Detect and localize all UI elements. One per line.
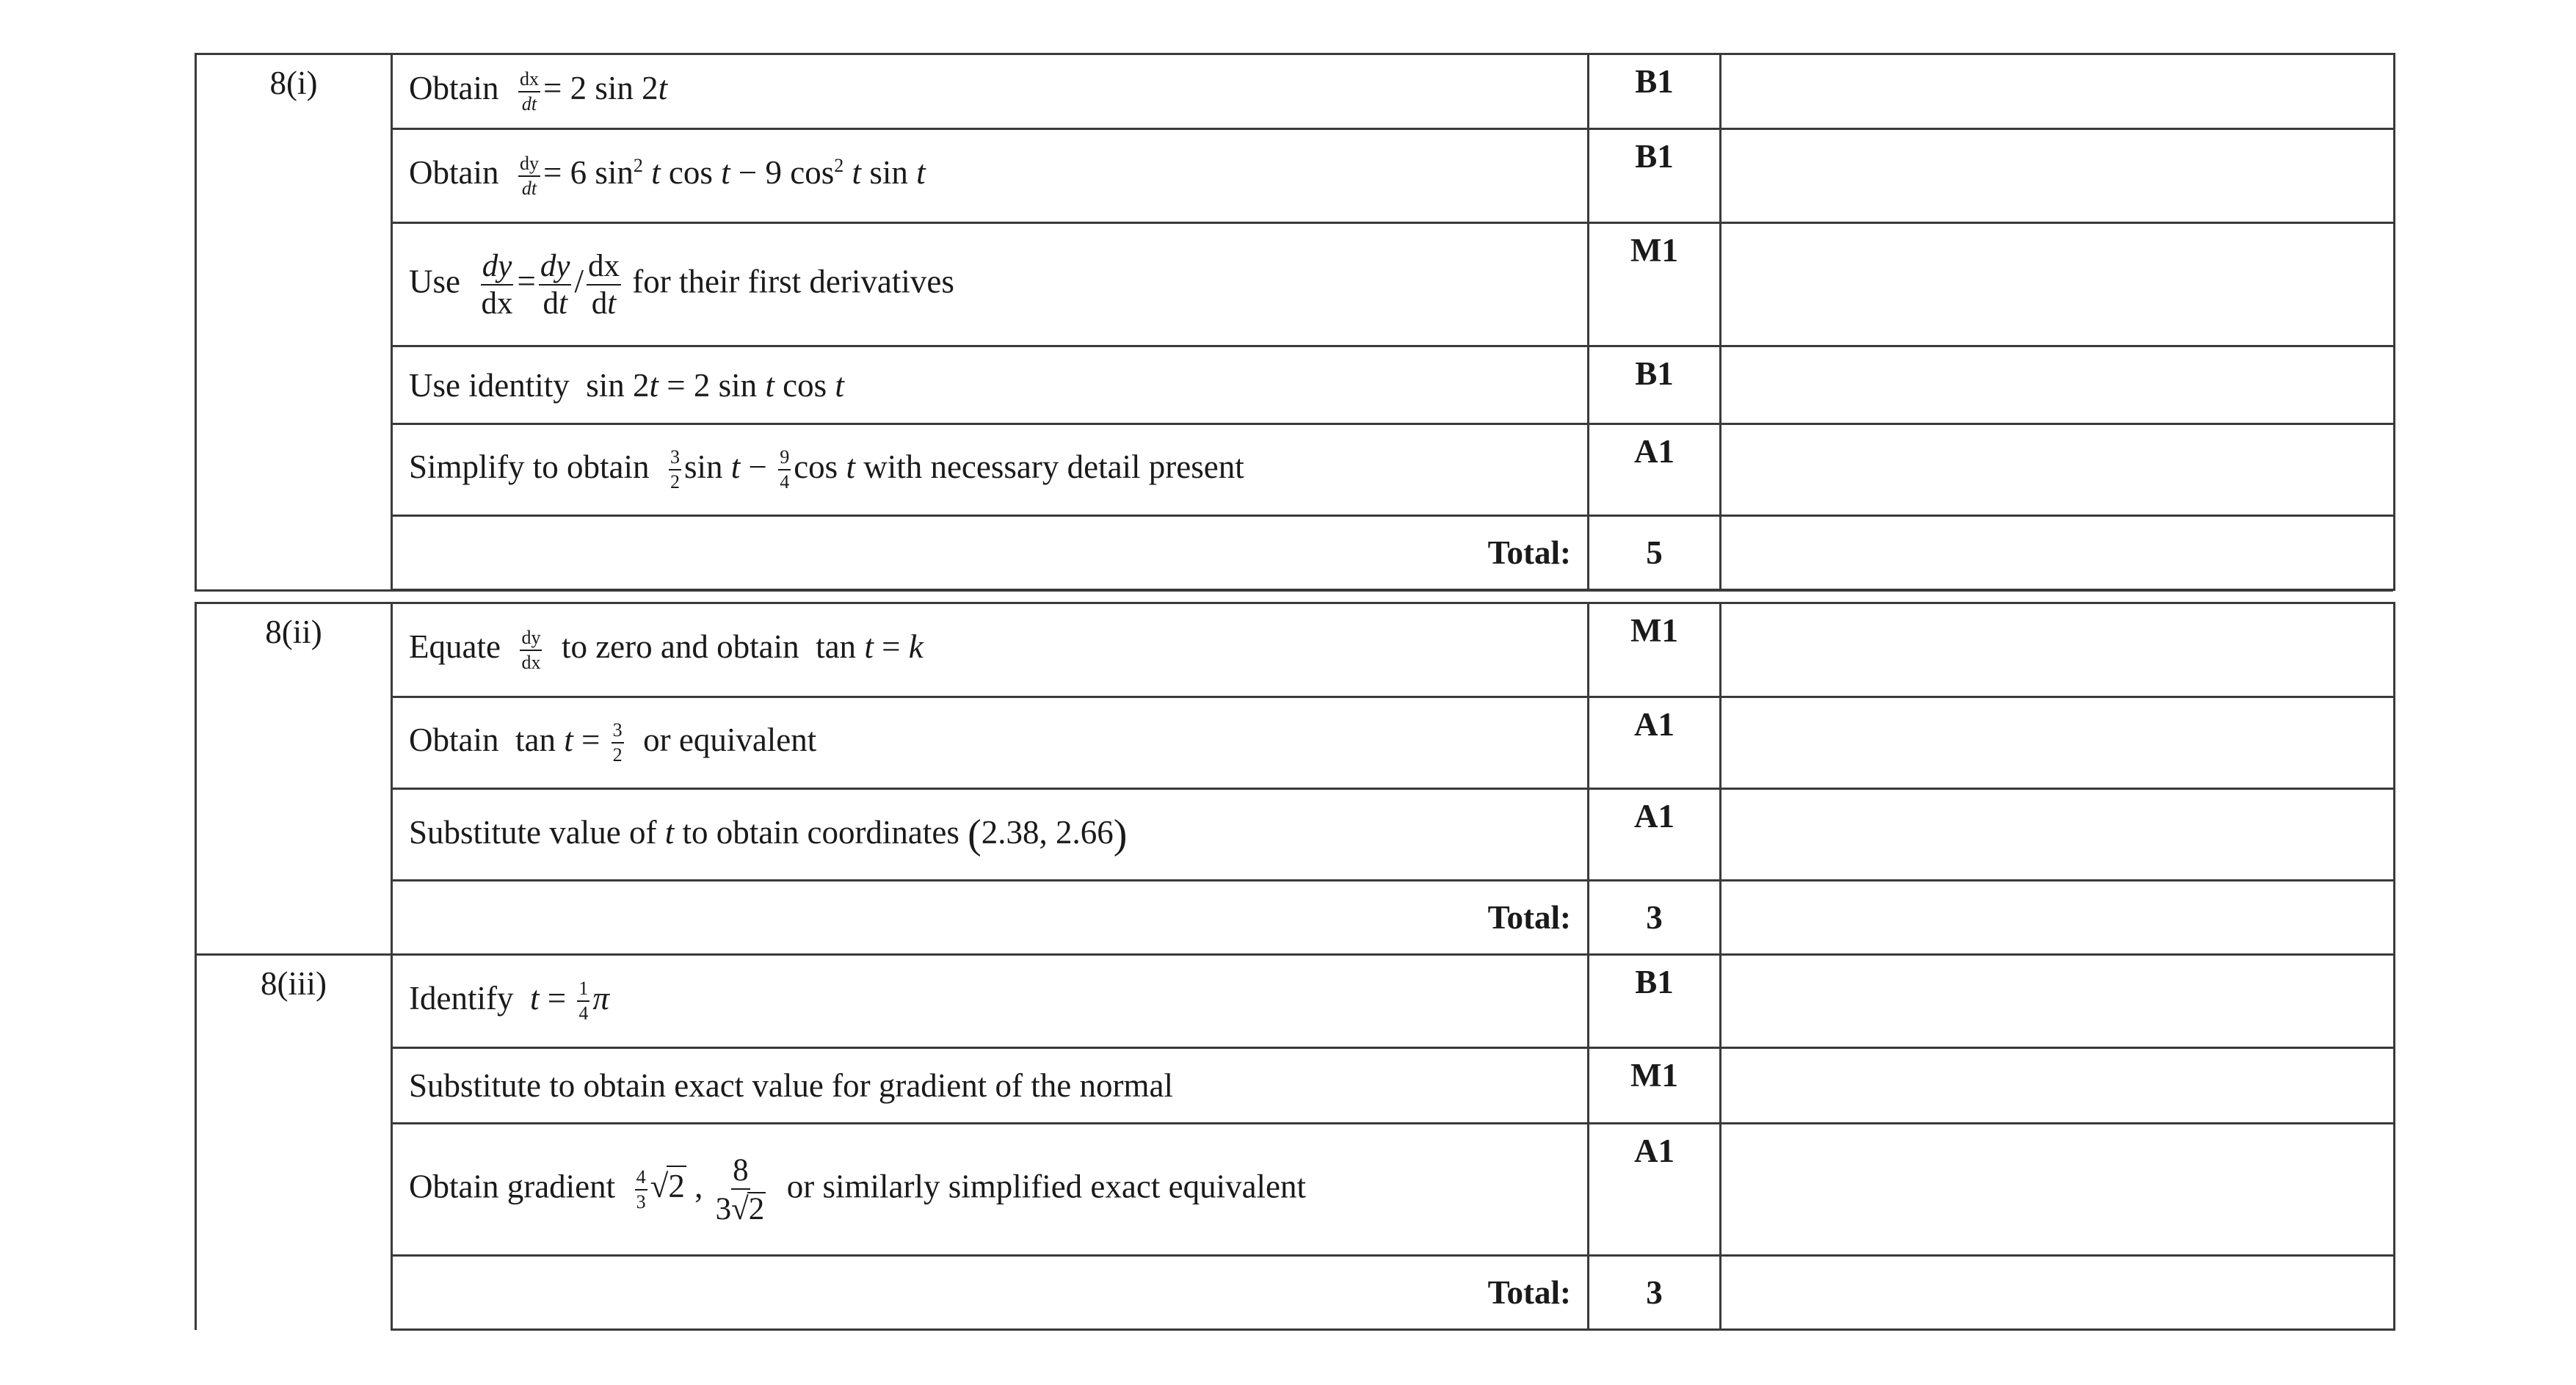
mark-cell: A1 [1589, 697, 1721, 789]
guidance-cell [1721, 955, 2395, 1048]
table-row [196, 1124, 2395, 1256]
guidance-cell [1721, 697, 2395, 789]
math-expression: $\frac{dx}{dt}$ = 2 sin 2t [519, 68, 668, 114]
question-number: 8(i) [196, 54, 392, 590]
math-expression: sin 2t = 2 sin t cos t [577, 366, 844, 404]
mark-cell: M1 [1589, 223, 1721, 346]
answer-cell [392, 697, 1589, 789]
answer-text: Use [409, 262, 460, 299]
answer-text: Use identity [409, 366, 570, 404]
total-label: Total: [392, 516, 1589, 590]
question-number: 8(ii) [196, 603, 392, 955]
table-row [196, 424, 2395, 516]
mark-scheme-table-8i [195, 53, 2395, 591]
answer-cell [392, 129, 1589, 223]
answer-text: Equate [409, 628, 501, 666]
answer-text: Obtain [409, 721, 499, 758]
guidance-cell [1721, 1048, 2395, 1124]
table-row [196, 223, 2395, 346]
math-expression: t = $\frac{1}{4}$ π [529, 978, 609, 1025]
answer-text: for their first derivatives [632, 262, 954, 299]
answer-text: Substitute to obtain exact value for gradient of the normal [409, 1067, 1173, 1104]
guidance-cell [1721, 881, 2395, 955]
answer-cell [392, 789, 1589, 881]
answer-text: Simplify to obtain [409, 448, 650, 485]
answer-text: or equivalent [643, 721, 817, 758]
math-expression: $\frac{3}{2}$ sin t − $\frac{9}{4}$ cos t [670, 446, 855, 493]
math-expression: $\frac{dy}{dt}$ = 6 $\sin^2 t$ cos t − 9 $\cos^2 t$ sin t [519, 152, 926, 199]
answer-cell [392, 603, 1589, 697]
answer-cell [392, 223, 1589, 346]
total-row [196, 1256, 2395, 1330]
guidance-cell [1721, 424, 2395, 516]
answer-cell [392, 1048, 1589, 1124]
mark-cell: B1 [1589, 129, 1721, 223]
mark-cell: A1 [1589, 424, 1721, 516]
guidance-cell [1721, 1256, 2395, 1330]
answer-text: to zero and obtain [561, 628, 799, 666]
answer-cell [392, 1124, 1589, 1256]
total-value: 5 [1589, 516, 1721, 590]
mark-scheme-table-8iii [195, 953, 2395, 1331]
mark-cell: A1 [1589, 789, 1721, 881]
answer-cell [392, 54, 1589, 129]
math-expression: $\frac{dy}{dx}$ [521, 626, 541, 673]
math-expression: $\frac{dy}{dx}$ = $\frac{dy}{dt}$ / $\frac{dx}{dt}$ [481, 248, 620, 321]
table-row [196, 129, 2395, 223]
math-expression: (2.38, 2.66) [968, 812, 1128, 857]
guidance-cell [1721, 129, 2395, 223]
mark-cell: B1 [1589, 54, 1721, 129]
answer-text: with necessary detail present [863, 448, 1244, 485]
guidance-cell [1721, 346, 2395, 424]
guidance-cell [1721, 603, 2395, 697]
guidance-cell [1721, 516, 2395, 590]
answer-text: Obtain gradient [409, 1167, 616, 1204]
math-variable: t [664, 814, 675, 851]
math-expression: tan t = $\frac{3}{2}$ [507, 719, 623, 766]
answer-text: to obtain coordinates [682, 814, 959, 851]
table-row [196, 346, 2395, 424]
answer-text: Obtain [409, 70, 499, 107]
mark-cell: B1 [1589, 346, 1721, 424]
mark-cell: B1 [1589, 955, 1721, 1048]
mark-scheme-table-8ii [195, 602, 2395, 956]
total-value: 3 [1589, 1256, 1721, 1330]
math-expression: tan t = k [807, 628, 924, 666]
table-row [196, 955, 2395, 1048]
table-row [196, 1048, 2395, 1124]
answer-text: Identify [409, 979, 514, 1017]
mark-cell: M1 [1589, 1048, 1721, 1124]
total-label: Total: [392, 881, 1589, 955]
answer-cell [392, 424, 1589, 516]
answer-cell [392, 346, 1589, 424]
question-number: 8(iii) [196, 955, 392, 1330]
answer-text: Substitute value of [409, 814, 657, 851]
guidance-cell [1721, 223, 2395, 346]
mark-cell: A1 [1589, 1124, 1721, 1256]
table-row [196, 789, 2395, 881]
mark-cell: M1 [1589, 603, 1721, 697]
coordinates: 2.38, 2.66 [981, 814, 1114, 851]
answer-text: Obtain [409, 154, 499, 192]
guidance-cell [1721, 789, 2395, 881]
answer-cell [392, 955, 1589, 1048]
total-row [196, 881, 2395, 955]
guidance-cell [1721, 1124, 2395, 1256]
math-expression: $\frac{4}{3}$ √2 , $\frac{8}{3√2}$ [636, 1152, 765, 1226]
total-value: 3 [1589, 881, 1721, 955]
total-row [196, 516, 2395, 590]
table-row [196, 697, 2395, 789]
table-row [196, 54, 2395, 129]
total-label: Total: [392, 1256, 1589, 1330]
section-divider [195, 589, 2393, 592]
table-row [196, 603, 2395, 697]
guidance-cell [1721, 54, 2395, 129]
answer-text: or similarly simplified exact equivalent [786, 1167, 1307, 1204]
